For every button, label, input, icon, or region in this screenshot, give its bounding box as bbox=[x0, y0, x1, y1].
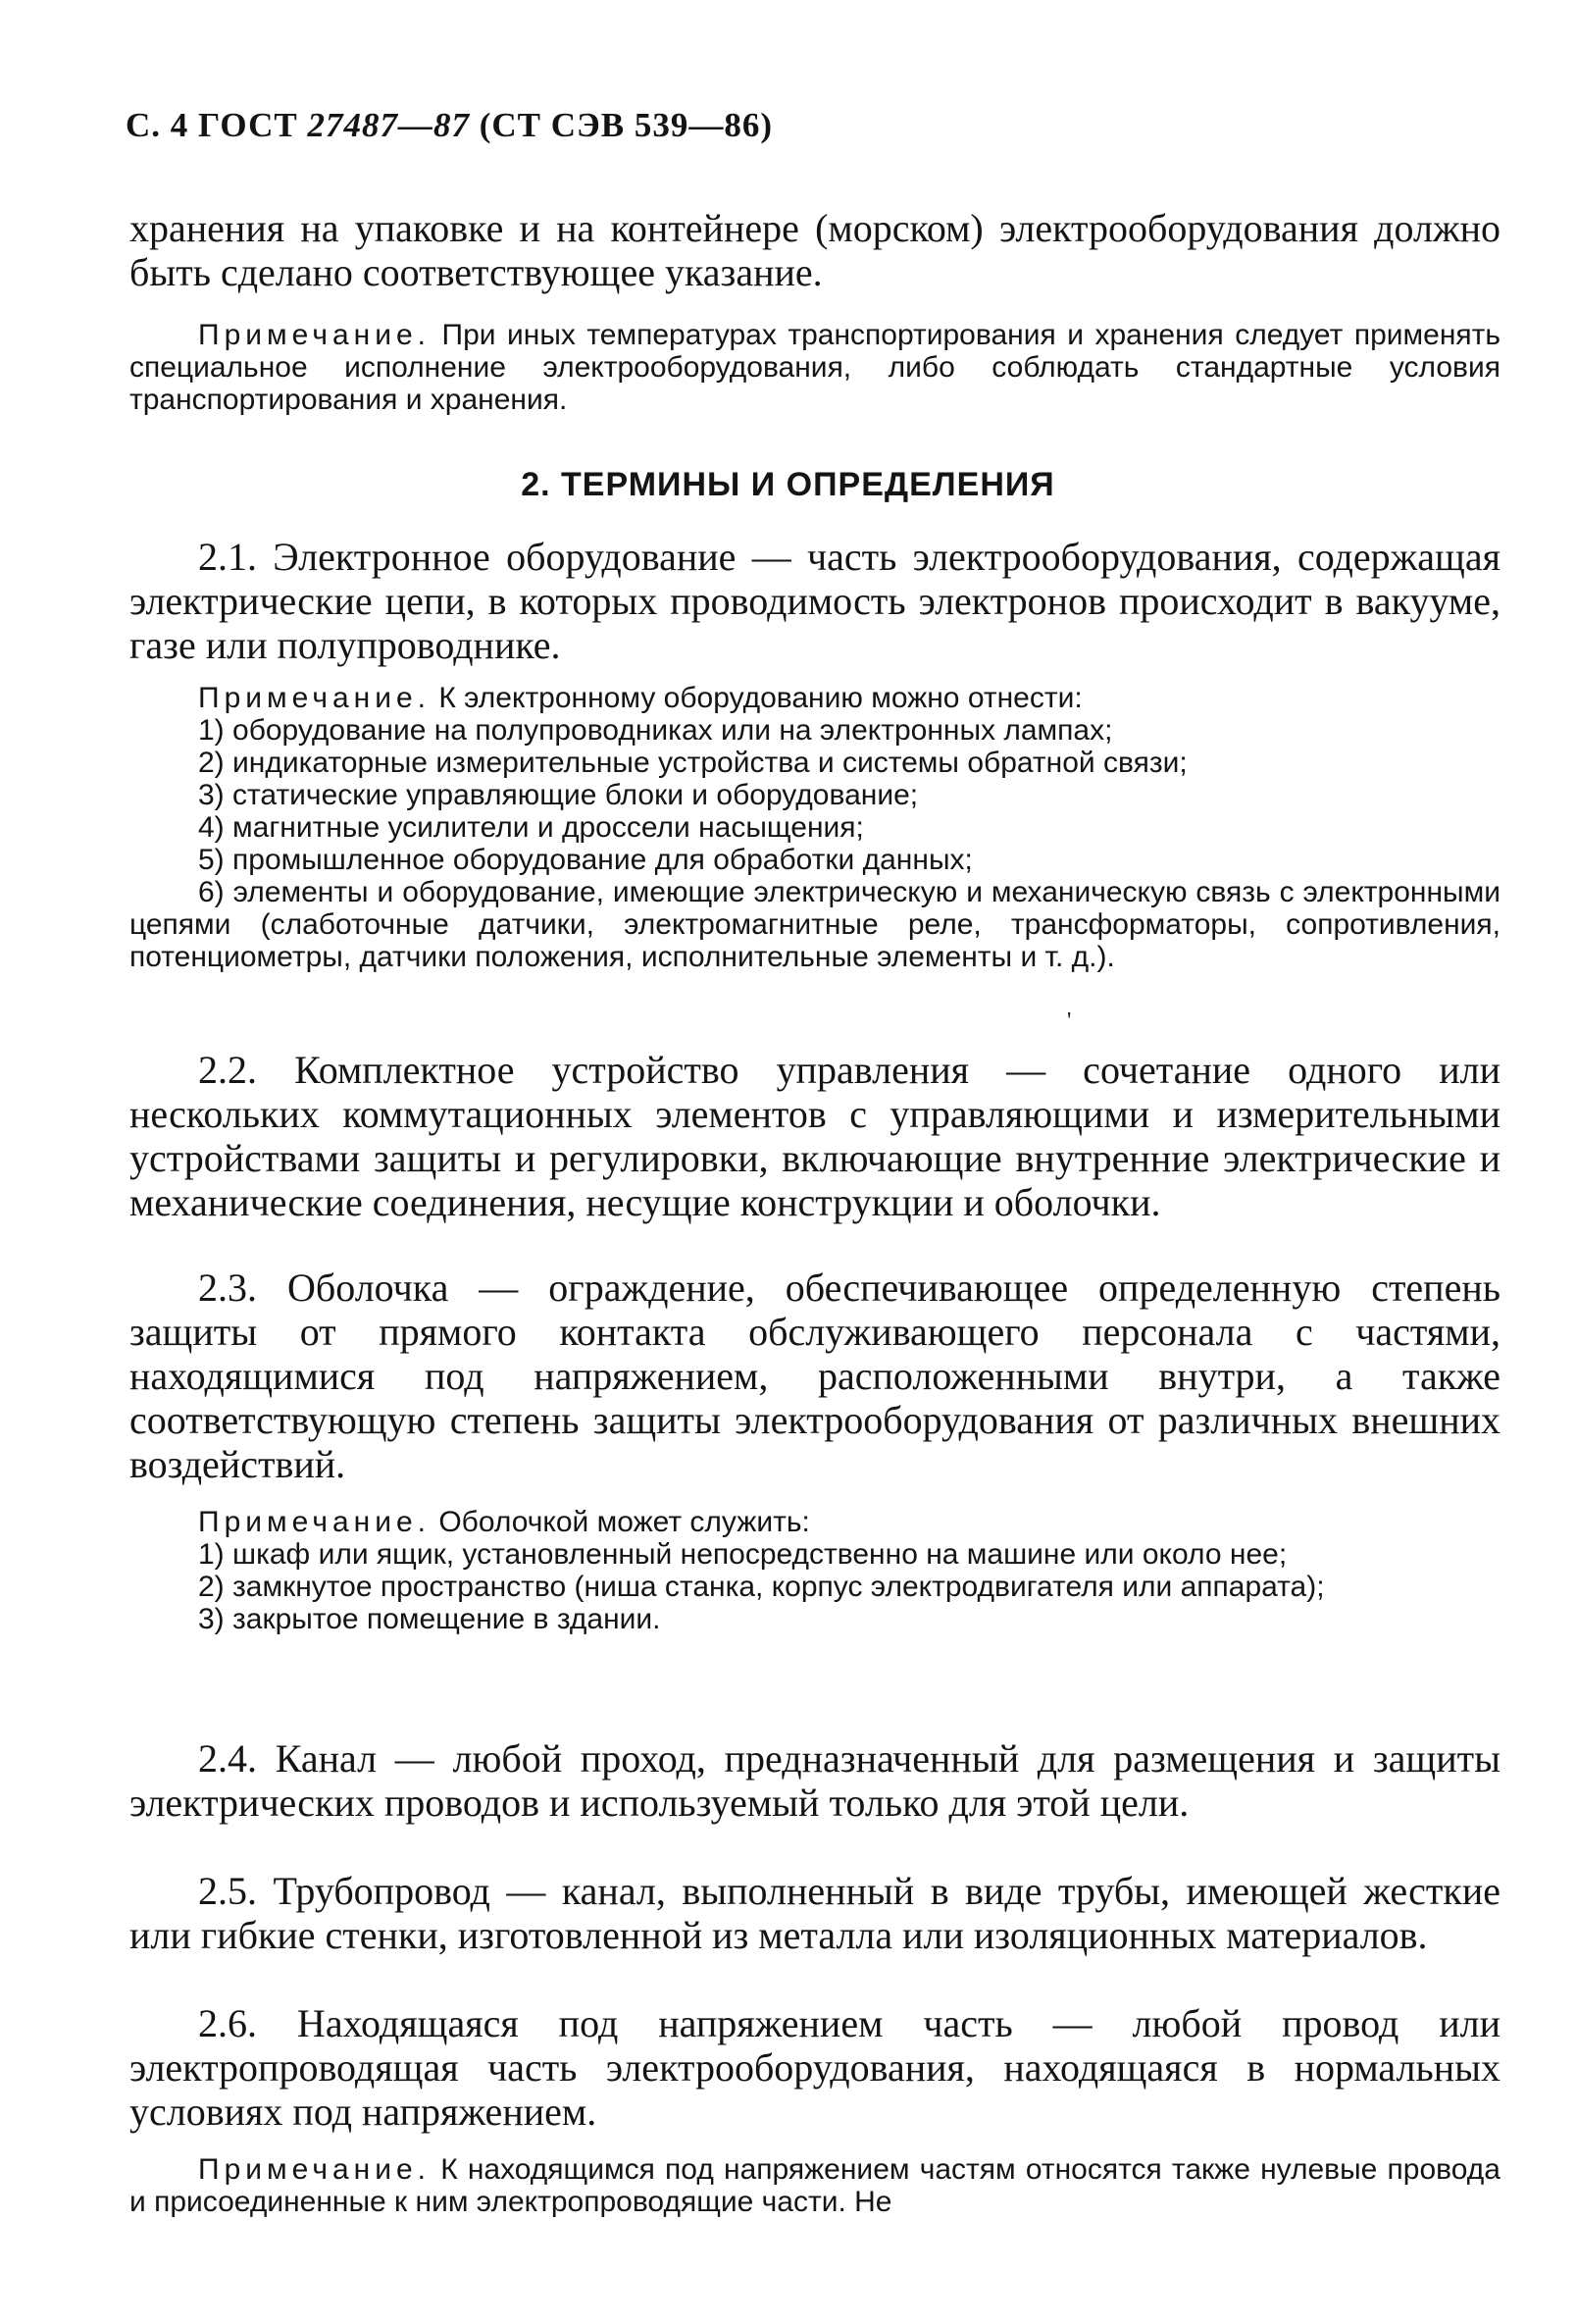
clause-2-5 bbox=[129, 1869, 1500, 1957]
clause-2-6-text: 2.6. Находящаяся под напряжением часть — любой провод или электропроводящая часть электрооборудования, находящаяся в нормальных условиях под напряжением. bbox=[129, 2001, 1500, 2134]
clause-2-5-text: 2.5. Трубопровод — канал, выполненный в виде трубы, имеющей жесткие или гибкие стенки, изготовленной из металла или изоляционных материалов. bbox=[129, 1869, 1500, 1957]
note-2 bbox=[129, 682, 1500, 973]
note-2-item: 3) статические управляющие блоки и оборудование; bbox=[198, 779, 919, 811]
clause-2-3 bbox=[129, 1265, 1500, 1486]
note-3-item: 3) закрытое помещение в здании. bbox=[198, 1603, 661, 1635]
note-4-label: Примечание. bbox=[198, 2153, 431, 2186]
intro-paragraph: хранения на упаковке и на контейнере (морском) электрооборудования должно быть сделано соответствующее указание. bbox=[129, 206, 1500, 294]
note-2-item: 4) магнитные усилители и дроссели насыщения; bbox=[198, 811, 864, 844]
header-prefix: С. 4 ГОСТ bbox=[126, 106, 298, 144]
clause-2-2-text: 2.2. Комплектное устройство управления — сочетание одного или нескольких коммутационных элементов с управляющими и измерительными устройствами защиты и регулировки, включающие внутренние электрические и механические соединения, несущие конструкции и оболочки. bbox=[129, 1048, 1500, 1224]
header-suffix: (СТ СЭВ 539—86) bbox=[479, 106, 773, 144]
clause-2-2 bbox=[129, 1048, 1500, 1224]
note-3 bbox=[129, 1506, 1500, 1635]
note-3-item: 1) шкаф или ящик, установленный непосредственно на машине или около нее; bbox=[198, 1538, 1288, 1571]
note-1-label: Примечание. bbox=[198, 319, 431, 351]
clause-2-1 bbox=[129, 535, 1500, 667]
header-standard-number: 27487—87 bbox=[307, 106, 470, 144]
stray-mark: ' bbox=[1067, 1008, 1072, 1034]
note-1-text: При иных температурах транспортирования и хранения следует применять специальное исполнение электрооборудования, либо соблюдать стандартные условия транспортирования и хранения. bbox=[129, 319, 1500, 416]
note-2-item: 5) промышленное оборудование для обработки данных; bbox=[198, 844, 973, 876]
note-3-label: Примечание. bbox=[198, 1506, 431, 1538]
note-4 bbox=[129, 2153, 1500, 2218]
note-2-text: К электронному оборудованию можно отнести: bbox=[438, 682, 1083, 714]
note-2-item: 2) индикаторные измерительные устройства и системы обратной связи; bbox=[198, 747, 1188, 779]
note-1 bbox=[129, 319, 1500, 416]
note-4-text: К находящимся под напряжением частям относятся также нулевые провода и присоединенные к ним электропроводящие части. Не bbox=[129, 2153, 1500, 2218]
clause-2-4-text: 2.4. Канал — любой проход, предназначенный для размещения и защиты электрических проводов и используемый только для этой цели. bbox=[129, 1736, 1500, 1825]
note-2-item: 6) элементы и оборудование, имеющие электрическую и механическую связь с электронными цепями (слаботочные датчики, электромагнитные реле, трансформаторы, сопротивления, потенциометры, датчики положения, исполнительные элементы и т. д.). bbox=[129, 876, 1500, 973]
clause-2-4 bbox=[129, 1736, 1500, 1825]
note-2-label: Примечание. bbox=[198, 682, 431, 714]
note-2-item: 1) оборудование на полупроводниках или на электронных лампах; bbox=[198, 714, 1113, 747]
clause-2-3-text: 2.3. Оболочка — ограждение, обеспечивающее определенную степень защиты от прямого контакта обслуживающего персонала с частями, находящимися под напряжением, расположенными внутри, а также соответствующую степень защиты электрооборудования от различных внешних воздействий. bbox=[129, 1265, 1500, 1486]
section-title: 2. ТЕРМИНЫ И ОПРЕДЕЛЕНИЯ bbox=[521, 466, 1055, 503]
note-3-item: 2) замкнутое пространство (ниша станка, корпус электродвигателя или аппарата); bbox=[198, 1571, 1325, 1603]
clause-2-6 bbox=[129, 2001, 1500, 2134]
page-header bbox=[126, 106, 773, 145]
clause-2-1-text: 2.1. Электронное оборудование — часть электрооборудования, содержащая электрические цепи, в которых проводимость электронов происходит в вакууме, газе или полупроводнике. bbox=[129, 535, 1500, 667]
note-3-text: Оболочкой может служить: bbox=[438, 1506, 810, 1538]
